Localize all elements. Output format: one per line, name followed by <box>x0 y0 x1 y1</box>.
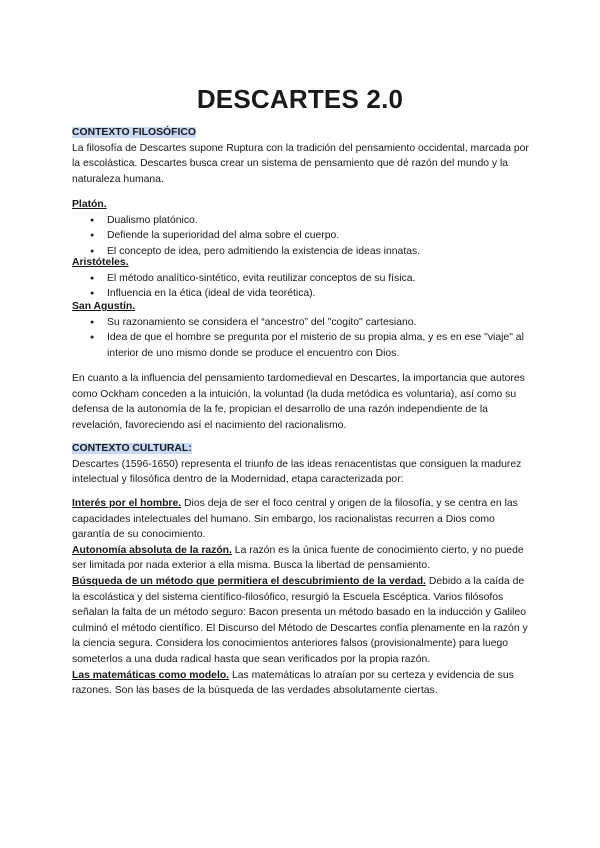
platon-heading: Platón. <box>72 199 107 210</box>
point-text: La razón es la única fuente de conocimiento cierto, y no puede ser limitada por nada exterior a ella misma. Busca la libertad de pensamiento. <box>72 544 524 572</box>
san-agustin-heading: San Agustín. <box>72 301 136 312</box>
page-title: DESCARTES 2.0 <box>196 84 404 114</box>
point-text: Dios deja de ser el foco central y origen de la filosofía, y se centra en las capacidades intelectuales del humano. Sin embargo, los racionalistas recurren a Dios como garantía de su conocimiento. <box>72 498 518 541</box>
list-item: ● Idea de que el hombre se pregunta por el misterio de su propia alma, y es en ese "viaje" al interior de uno mismo donde se produce el encuentro con Dios. <box>72 330 532 361</box>
contexto-cultural-section <box>72 441 532 488</box>
point-heading: Búsqueda de un método que permitiera el descubrimiento de la verdad. <box>72 575 426 587</box>
contexto-cultural-heading: CONTEXTO CULTURAL: <box>72 443 192 454</box>
aristoteles-section <box>72 255 532 302</box>
aristoteles-list <box>72 271 532 302</box>
point-paragraph <box>72 496 532 543</box>
list-item: ● Dualismo platónico. <box>72 213 532 229</box>
point-paragraph <box>72 668 532 699</box>
contexto-filosofico-intro: La filosofía de Descartes supone Ruptura con la tradición del pensamiento occidental, marcada por la escolástica. Descartes busca crear un sistema de pensamiento que dé razón del mundo y la naturaleza humana. <box>72 142 529 185</box>
san-agustin-list <box>72 315 532 362</box>
contexto-cultural-intro: Descartes (1596-1650) representa el triunfo de las ideas renacentistas que consiguen la madurez intelectual y filosófica dentro de la Modernidad, etapa caracterizada por: <box>72 458 522 486</box>
point-text: Las matemáticas lo atraían por su certeza y evidencia de sus razones. Son las bases de la búsqueda de las verdades absolutamente ciertas. <box>72 669 514 697</box>
list-item: ● El método analítico-sintético, evita reutilizar conceptos de su física. <box>72 271 532 287</box>
point-paragraph <box>72 543 532 574</box>
contexto-filosofico-heading: CONTEXTO FILOSÓFICO <box>72 127 196 138</box>
platon-list <box>72 213 532 260</box>
aristoteles-heading: Aristóteles. <box>72 257 129 268</box>
list-item: ● Influencia en la ética (ideal de vida teorética). <box>72 286 532 302</box>
tardomedieval-section <box>72 371 532 433</box>
list-item: ● Defiende la superioridad del alma sobre el cuerpo. <box>72 228 532 244</box>
platon-section <box>72 197 532 259</box>
san-agustin-section <box>72 299 532 361</box>
list-item: ● El concepto de idea, pero admitiendo la existencia de ideas innatas. <box>72 244 532 260</box>
contexto-filosofico-section <box>72 125 532 187</box>
point-heading: Autonomía absoluta de la razón. <box>72 544 232 556</box>
point-paragraph <box>72 574 532 668</box>
point-heading: Interés por el hombre. <box>72 498 182 509</box>
tardomedieval-paragraph: En cuanto a la influencia del pensamiento tardomedieval en Descartes, la importancia que autores como Ockham conceden a la intuición, la voluntad (la duda metódica es voluntaria), así como su defensa de la autonomía de la fe, propician el desarrollo de una razón independiente de la revelación, favoreciendo así el nacimiento del racionalismo. <box>72 373 525 431</box>
point-heading: Las matemáticas como modelo. <box>72 669 230 681</box>
list-item: ● Su razonamiento se considera el “ancestro” del "cogito" cartesiano. <box>72 315 532 331</box>
modernidad-points <box>72 496 532 699</box>
point-text: Debido a la caída de la escolástica y del sistema científico-filosófico, resurgió la Escuela Escéptica. Varios filósofos señalan la falta de un método seguro: Bacon presenta un método basado en la inducción y Galileo culminó el método científico. El Discurso del Método de Descartes confía plenamente en la razón y la ciencia segura. Considera los conocimientos anteriores falsos (provisionalmente) para luego someterlos a una duda radical hasta que sean verificados por la propia razón. <box>72 575 528 665</box>
